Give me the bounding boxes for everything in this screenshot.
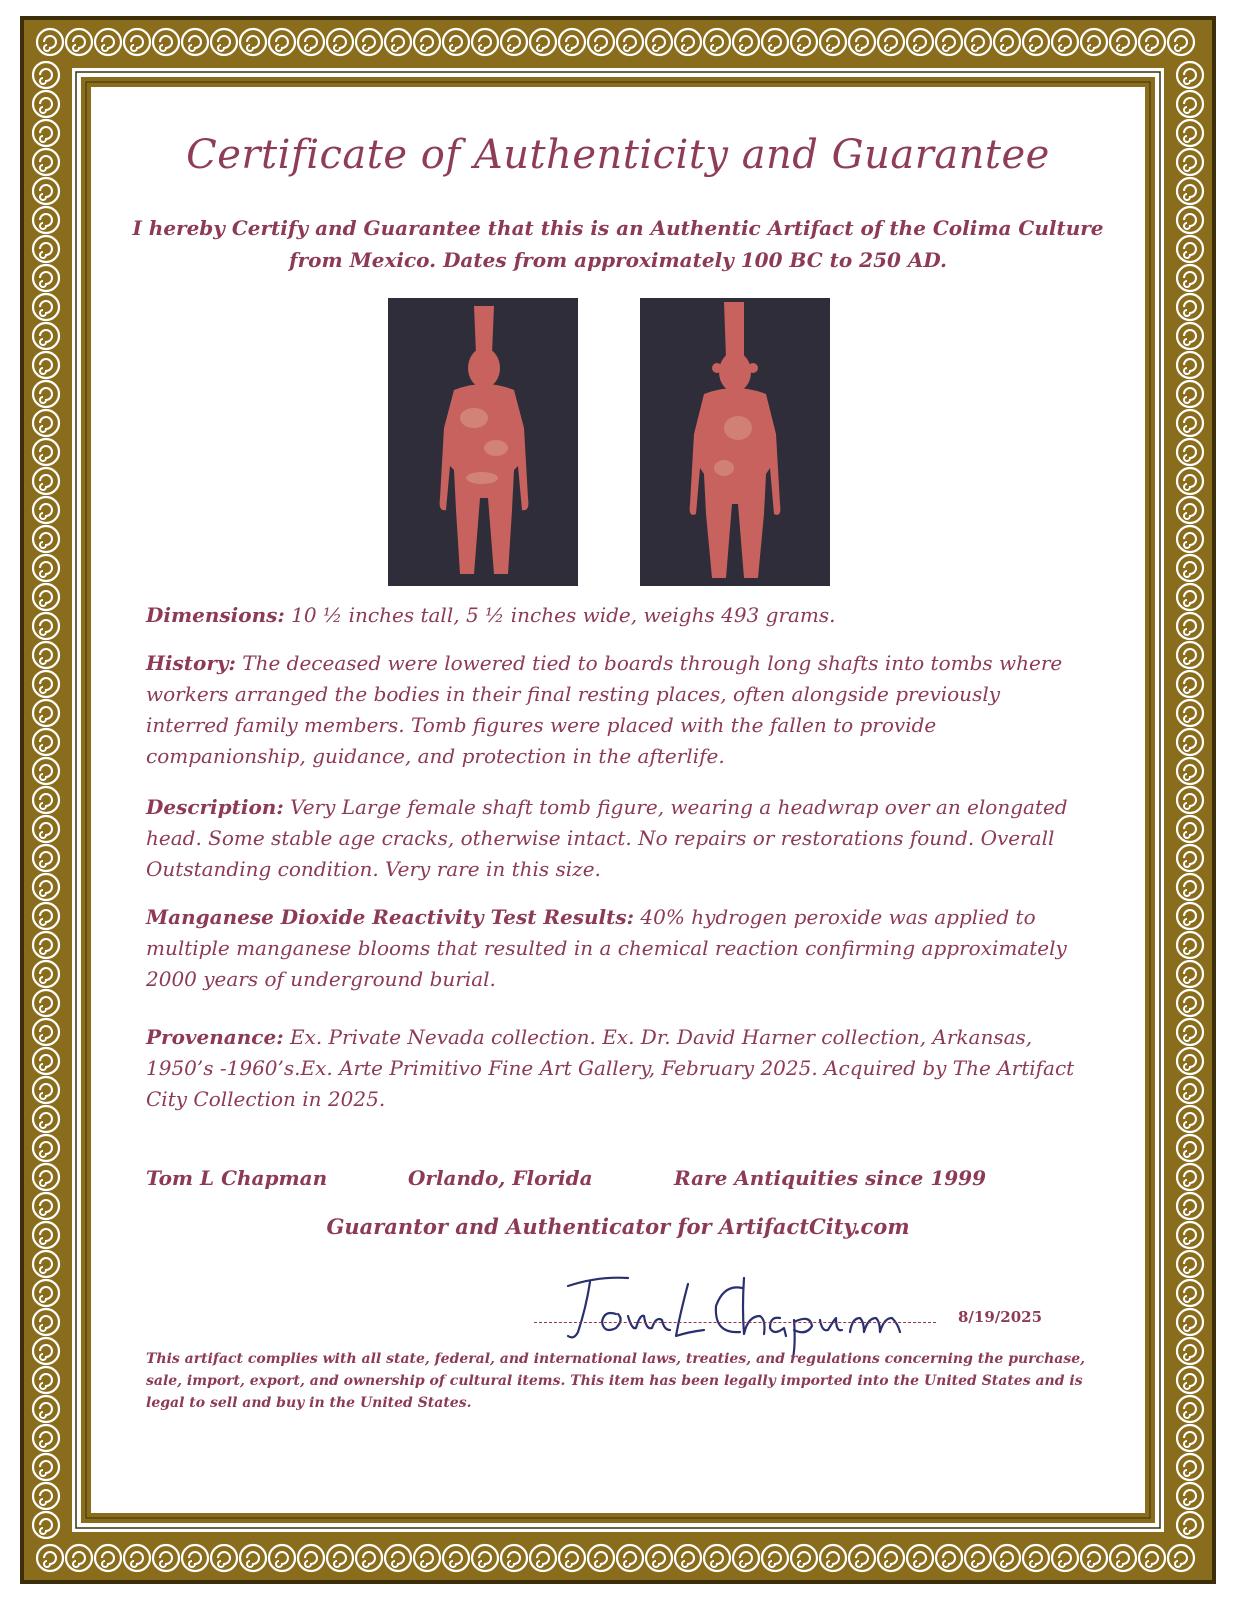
dimensions-section [146,600,1086,631]
artifact-back-photo [640,298,830,586]
legal-disclaimer: This artifact complies with all state, federal, and international laws, treaties, and regulations concerning the purchase, sale, import, export, and ownership of cultural items. This item has been legally imported into the United States and is legal to sell and buy in the United States. [146,1351,1085,1411]
guarantor-line: Guarantor and Authenticator for ArtifactCity.com [326,1214,910,1239]
manganese-test-section [146,902,1086,995]
provenance-section [146,1022,1086,1115]
history-label: History: [146,651,236,675]
signer-tagline: Rare Antiquities since 1999 [674,1166,986,1190]
manganese-test-text: 40% hydrogen peroxide was applied to multiple manganese blooms that resulted in a chemical reaction confirming approximately 2000 years of underground burial. [146,905,1067,991]
dimensions-label: Dimensions: [146,603,285,627]
provenance-text: Ex. Private Nevada collection. Ex. Dr. David Harner collection, Arkansas, 1950’s -1960’s.Ex. Arte Primitivo Fine Art Gallery, February 2025. Acquired by The Artifact City Collection in 2025. [146,1025,1075,1111]
description-section [146,792,1086,885]
history-text: The deceased were lowered tied to boards through long shafts into tombs where workers arranged the bodies in their final resting places, often alongside previously interred family members. Tomb figures were placed with the fallen to provide companionship, guidance, and protection in the afterlife. [146,651,1063,768]
signer-location: Orlando, Florida [408,1166,593,1190]
colima-figure-front-icon [388,298,578,586]
certificate-body [120,122,1116,1478]
dimensions-text: 10 ½ inches tall, 5 ½ inches wide, weighs 493 grams. [284,603,836,627]
artifact-front-photo [388,298,578,586]
certificate-intro: I hereby Certify and Guarantee that this is an Authentic Artifact of the Colima Culture from Mexico. Dates from approximately 100 BC to 250 AD. [132,216,1104,272]
artifact-photos [120,298,1116,588]
description-text: Very Large female shaft tomb figure, wearing a headwrap over an elongated head. Some stable age cracks, otherwise intact. No repairs or restorations found. Overall Outstanding condition. Very rare in this size. [146,795,1068,881]
signer-info-row [146,1166,1086,1200]
colima-figure-back-icon [640,298,830,586]
signature-line [534,1322,936,1323]
signature-date: 8/19/2025 [958,1308,1043,1326]
signer-name: Tom L Chapman [146,1166,328,1190]
history-section [146,648,1086,772]
provenance-label: Provenance: [146,1025,284,1049]
description-label: Description: [146,795,284,819]
certificate-title: Certificate of Authenticity and Guarantee [186,132,1050,178]
manganese-test-label: Manganese Dioxide Reactivity Test Results: [146,905,635,929]
